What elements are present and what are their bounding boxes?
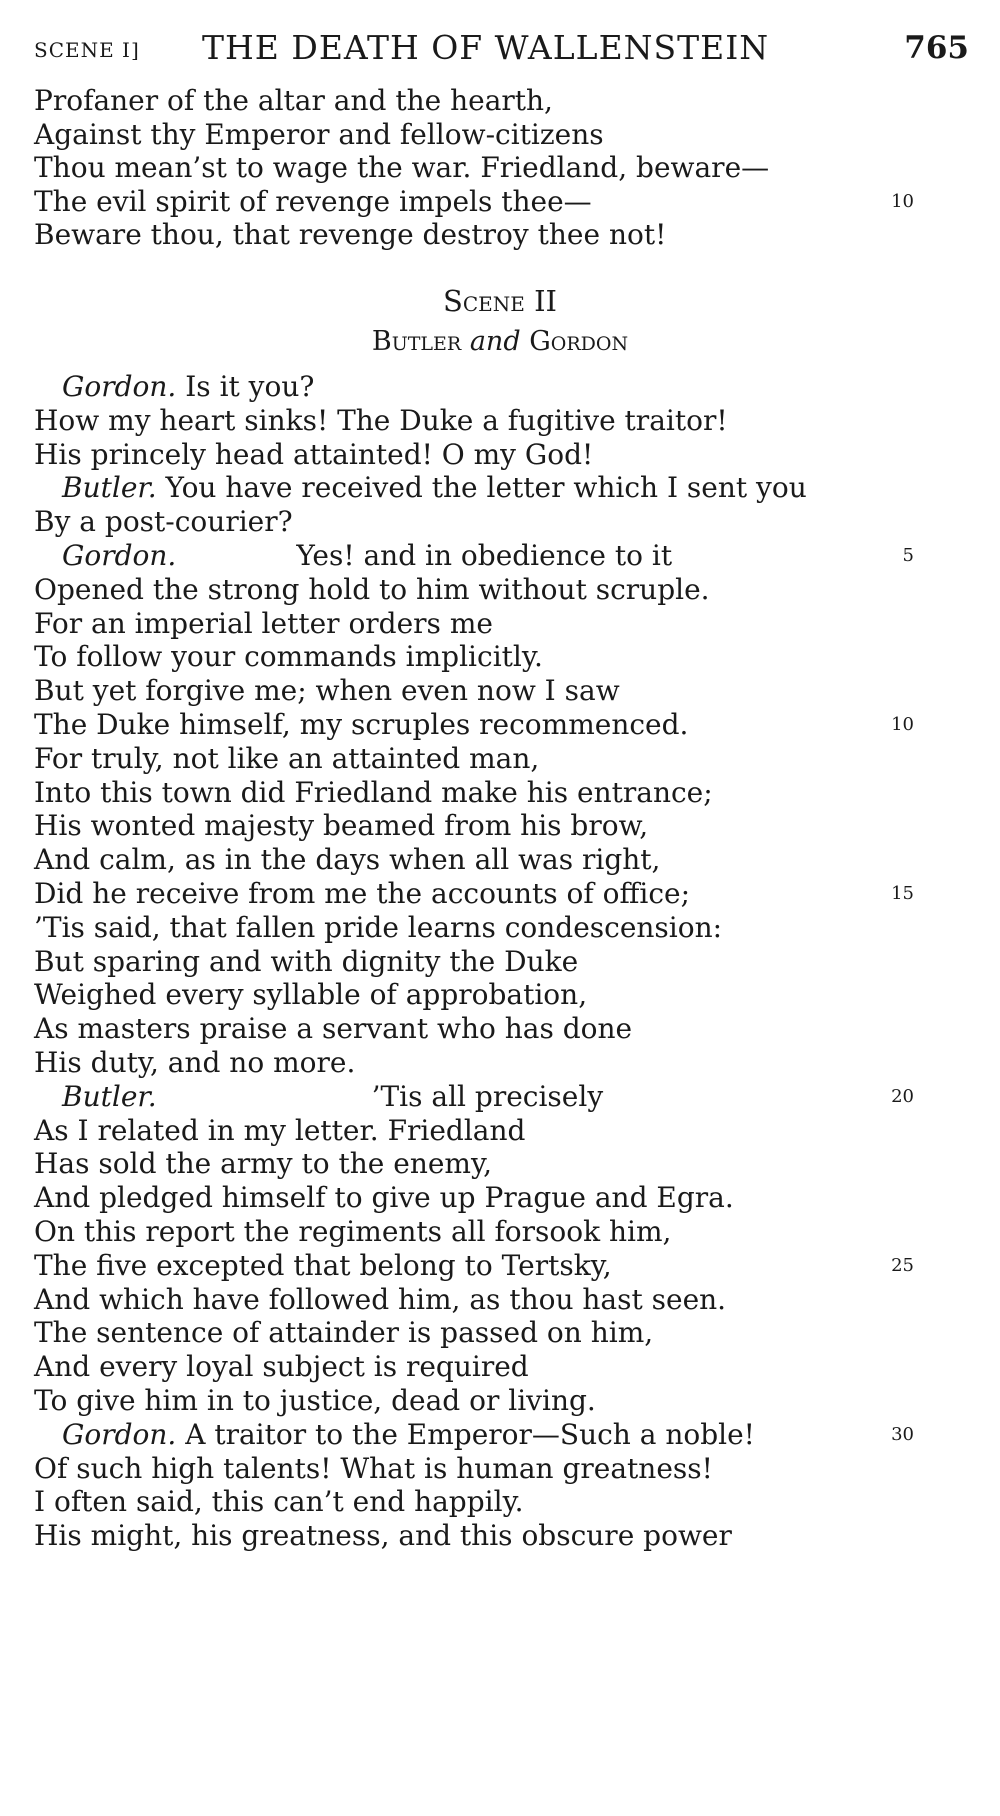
characters-and: and <box>469 326 521 357</box>
characters-heading <box>0 326 1000 357</box>
verse-line <box>34 841 660 879</box>
verse-text: Is it you? <box>185 370 315 403</box>
running-header <box>34 28 969 74</box>
verse-line <box>34 1044 355 1082</box>
verse-line <box>34 1281 726 1319</box>
character-butler: Butler <box>371 326 462 357</box>
verse-line <box>34 1010 632 1048</box>
verse-text: His princely head attainted! O my God! <box>34 437 594 471</box>
line-number: 10 <box>891 714 914 735</box>
verse-line <box>34 672 620 710</box>
speaker-name: Butler. <box>62 471 157 505</box>
verse-line <box>34 503 293 541</box>
verse-text: Opened the strong hold to him without scruple. <box>34 572 710 606</box>
verse-text: And which have followed him, as thou hast seen. <box>34 1282 727 1316</box>
line-number: 25 <box>891 1254 914 1276</box>
verse-text: The five excepted that belong to Tertsky, <box>34 1248 612 1282</box>
verse-line <box>62 368 314 406</box>
verse-line <box>62 1416 755 1454</box>
verse-text: I often said, this can’t end happily. <box>34 1485 524 1519</box>
verse-line <box>62 537 672 575</box>
verse-line <box>34 1483 524 1521</box>
verse-line <box>34 976 587 1014</box>
verse-text: And pledged himself to give up Prague and Egra. <box>34 1181 734 1215</box>
verse-line: Profaner of the altar and the hearth, <box>34 84 553 117</box>
page-number: 765 <box>904 30 969 66</box>
verse-text: To give him in to justice, dead or living. <box>34 1384 596 1417</box>
verse-line <box>34 774 713 812</box>
speaker-name: Gordon. <box>62 370 177 403</box>
scene-heading: Scene II <box>443 284 557 318</box>
verse-line <box>34 1314 653 1352</box>
verse-line: The evil spirit of revenge impels thee— <box>34 185 592 218</box>
verse-line <box>34 571 710 609</box>
verse-text: But sparing and with dignity the Duke <box>34 944 579 978</box>
verse-line <box>34 402 728 440</box>
verse-line <box>34 1247 612 1285</box>
verse-line <box>34 1450 713 1488</box>
verse-line <box>34 638 543 676</box>
verse-line <box>34 605 493 643</box>
verse-line <box>34 875 690 913</box>
verse-text: But yet forgive me; when even now I saw <box>34 674 620 708</box>
line-number: 30 <box>891 1423 914 1445</box>
verse-text: The Duke himself, my scruples recommenced. <box>34 708 689 741</box>
verse-line: Thou mean’st to wage the war. Friedland, beware— <box>34 151 770 184</box>
verse-line <box>34 807 648 845</box>
verse-text: A traitor to the Emperor—Such a noble! <box>185 1417 755 1451</box>
verse-text: You have received the letter which I sent you <box>165 471 807 505</box>
verse-line <box>34 1348 529 1386</box>
verse-text: On this report the regiments all forsook him, <box>34 1215 672 1248</box>
verse-text: By a post-courier? <box>34 505 293 539</box>
verse-line <box>34 1145 492 1183</box>
verse-text: His might, his greatness, and this obscure power <box>34 1519 732 1553</box>
verse-text: How my heart sinks! The Duke a fugitive traitor! <box>34 403 728 437</box>
verse-text: Of such high talents! What is human greatness! <box>34 1451 713 1485</box>
verse-line <box>34 1213 671 1251</box>
verse-text: Has sold the army to the enemy, <box>34 1147 492 1181</box>
speaker-name: Gordon. <box>62 539 177 572</box>
speaker-name: Butler. <box>62 1079 157 1113</box>
verse-text: And calm, as in the days when all was right, <box>34 843 661 877</box>
verse-text: For truly, not like an attainted man, <box>34 741 540 775</box>
verse-line <box>62 1078 603 1116</box>
verse-text: As masters praise a servant who has done <box>34 1012 633 1046</box>
verse-text: His wonted majesty beamed from his brow, <box>34 809 649 843</box>
verse-line <box>34 706 688 744</box>
verse-text: Did he receive from me the accounts of office; <box>34 877 691 910</box>
verse-line <box>34 436 593 474</box>
line-number: 20 <box>891 1085 914 1107</box>
line-number: 10 <box>891 191 914 212</box>
verse-text: Yes! and in obedience to it <box>296 539 673 572</box>
verse-line <box>62 469 807 507</box>
verse-text: As I related in my letter. Friedland <box>34 1113 526 1147</box>
verse-line <box>34 909 722 947</box>
line-number: 15 <box>891 883 914 904</box>
character-gordon: Gordon <box>529 326 629 357</box>
verse-line <box>34 1112 525 1150</box>
speaker-name: Gordon. <box>62 1417 177 1451</box>
line-number: 5 <box>902 545 914 566</box>
verse-line <box>34 740 539 778</box>
verse-text: The sentence of attainder is passed on him, <box>34 1316 654 1350</box>
verse-line: Beware thou, that revenge destroy thee not! <box>34 218 667 251</box>
verse-line: Against thy Emperor and fellow-citizens <box>34 118 604 151</box>
verse-text: Weighed every syllable of approbation, <box>34 978 588 1012</box>
verse-line <box>34 1517 732 1555</box>
verse-text: His duty, and no more. <box>34 1046 356 1079</box>
verse-text: Into this town did Friedland make his entrance; <box>34 775 713 809</box>
verse-line <box>34 1179 734 1217</box>
verse-text: ’Tis all precisely <box>371 1079 604 1113</box>
verse-text: For an imperial letter orders me <box>34 606 493 640</box>
verse-line <box>34 1382 596 1420</box>
header-title: THE DEATH OF WALLENSTEIN <box>202 28 770 67</box>
header-scene: SCENE I] <box>34 38 140 62</box>
verse-line <box>34 943 578 981</box>
verse-text: ’Tis said, that fallen pride learns condescension: <box>34 910 723 944</box>
verse-text: And every loyal subject is required <box>34 1350 529 1384</box>
verse-text: To follow your commands implicitly. <box>34 640 543 674</box>
